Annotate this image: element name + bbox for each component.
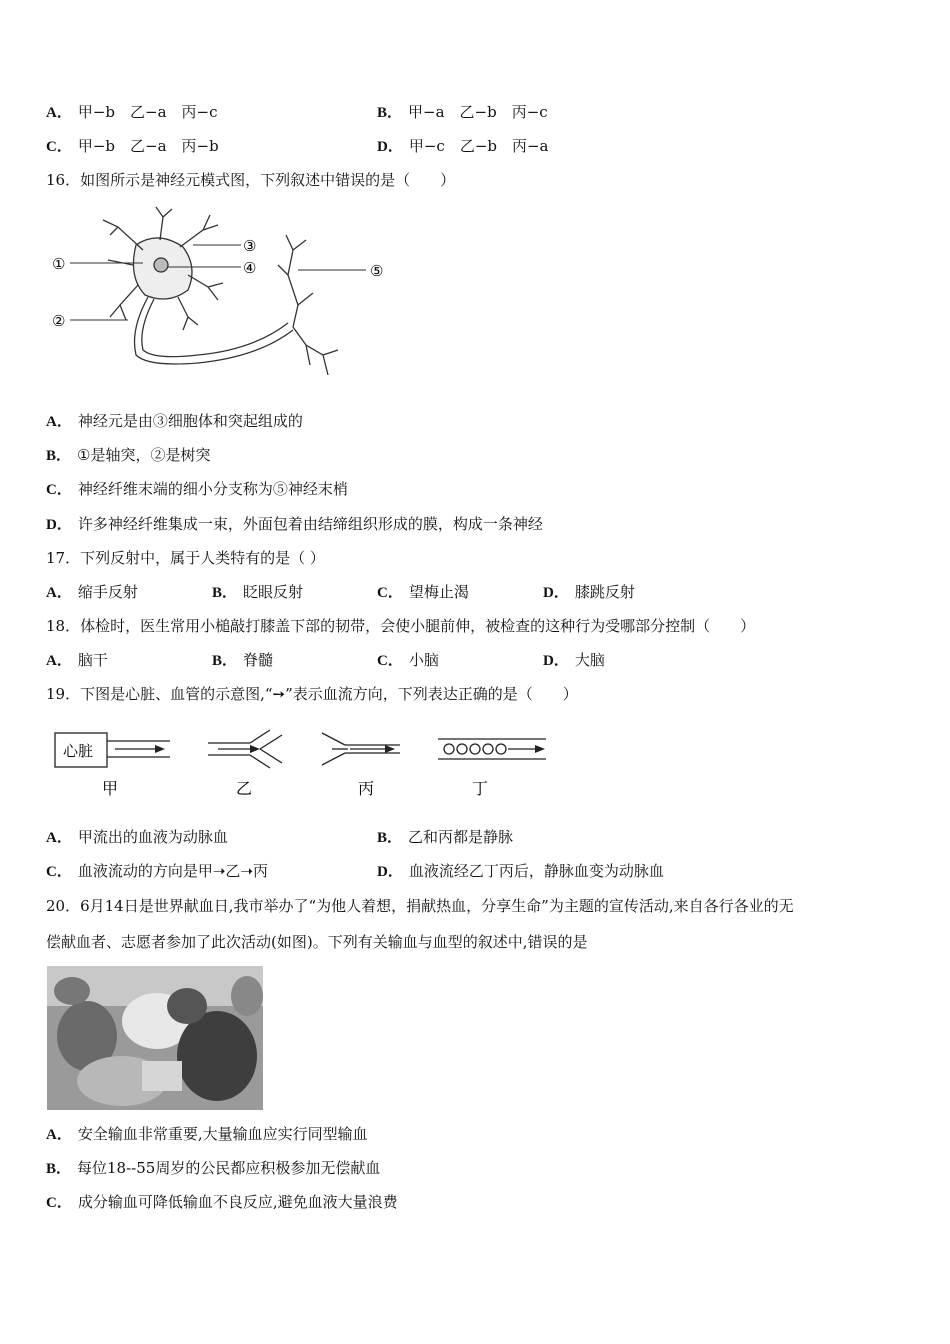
q16-option-a: A． 神经元是由③细胞体和突起组成的 (46, 412, 303, 430)
label-4: ④ (243, 259, 257, 277)
caption-jia: 甲 (102, 779, 119, 798)
q20-option-a: A． 安全输血非常重要,大量输血应实行同型输血 (46, 1125, 368, 1143)
q20-option-c: C． 成分输血可降低输血不良反应,避免血液大量浪费 (46, 1193, 398, 1211)
q19-option-b: B． 乙和丙都是静脉 (377, 828, 514, 846)
q17-option-c: C． 望梅止渴 (377, 583, 469, 601)
label-2: ② (52, 312, 66, 330)
neuron-diagram (48, 205, 398, 385)
q15-option-a: A． 甲−b 乙−a 丙−c (46, 103, 218, 121)
q19-stem: 19．下图是心脏、血管的示意图,“➙”表示血流方向，下列表达正确的是（ ） (46, 685, 578, 703)
q19-option-c: C． 血液流动的方向是甲➝乙➝丙 (46, 862, 268, 880)
blood-vessel-diagram (50, 725, 550, 800)
q18-option-a: A． 脑干 (46, 651, 108, 669)
q18-option-c: C． 小脑 (377, 651, 439, 669)
heart-label: 心脏 (63, 742, 94, 760)
q18-option-b: B． 脊髓 (212, 651, 274, 669)
label-3: ③ (243, 237, 257, 255)
q19-option-a: A． 甲流出的血液为动脉血 (46, 828, 228, 846)
caption-ding: 丁 (472, 779, 489, 798)
q20-option-b: B． 每位18--55周岁的公民都应积极参加无偿献血 (46, 1159, 381, 1177)
q16-option-b: B． ①是轴突，②是树突 (46, 446, 211, 464)
q16-option-c: C． 神经纤维末端的细小分支称为⑤神经末梢 (46, 480, 348, 498)
q17-option-a: A． 缩手反射 (46, 583, 138, 601)
q15-option-c: C． 甲−b 乙−a 丙−b (46, 137, 219, 155)
caption-yi: 乙 (236, 779, 253, 798)
q20-stem-line1: 20．6月14日是世界献血日,我市举办了“为他人着想，捐献热血，分享生命”为主题的宣传活动,来自各行各业的无 (46, 897, 794, 915)
q16-option-d: D． 许多神经纤维集成一束，外面包着由结缔组织形成的膜，构成一条神经 (46, 515, 543, 533)
q17-option-d: D． 膝跳反射 (543, 583, 635, 601)
q19-option-d: D． 血液流经乙丁丙后，静脉血变为动脉血 (377, 862, 664, 880)
q17-option-b: B． 眨眼反射 (212, 583, 304, 601)
q18-stem: 18．体检时，医生常用小槌敲打膝盖下部的韧带，会使小腿前伸，被检查的这种行为受哪部分控制（ ） (46, 617, 756, 635)
caption-bing: 丙 (358, 779, 375, 798)
blood-donation-photo (47, 966, 263, 1110)
q15-option-b: B． 甲−a 乙−b 丙−c (377, 103, 548, 121)
label-1: ① (52, 255, 66, 273)
q15-option-d: D． 甲−c 乙−b 丙−a (377, 137, 549, 155)
q16-stem: 16．如图所示是神经元模式图，下列叙述中错误的是（ ） (46, 171, 456, 189)
q20-stem-line2: 偿献血者、志愿者参加了此次活动(如图)。下列有关输血与血型的叙述中,错误的是 (46, 933, 588, 951)
q18-option-d: D． 大脑 (543, 651, 605, 669)
label-5: ⑤ (370, 262, 384, 280)
q17-stem: 17．下列反射中，属于人类特有的是（ ） (46, 549, 325, 567)
